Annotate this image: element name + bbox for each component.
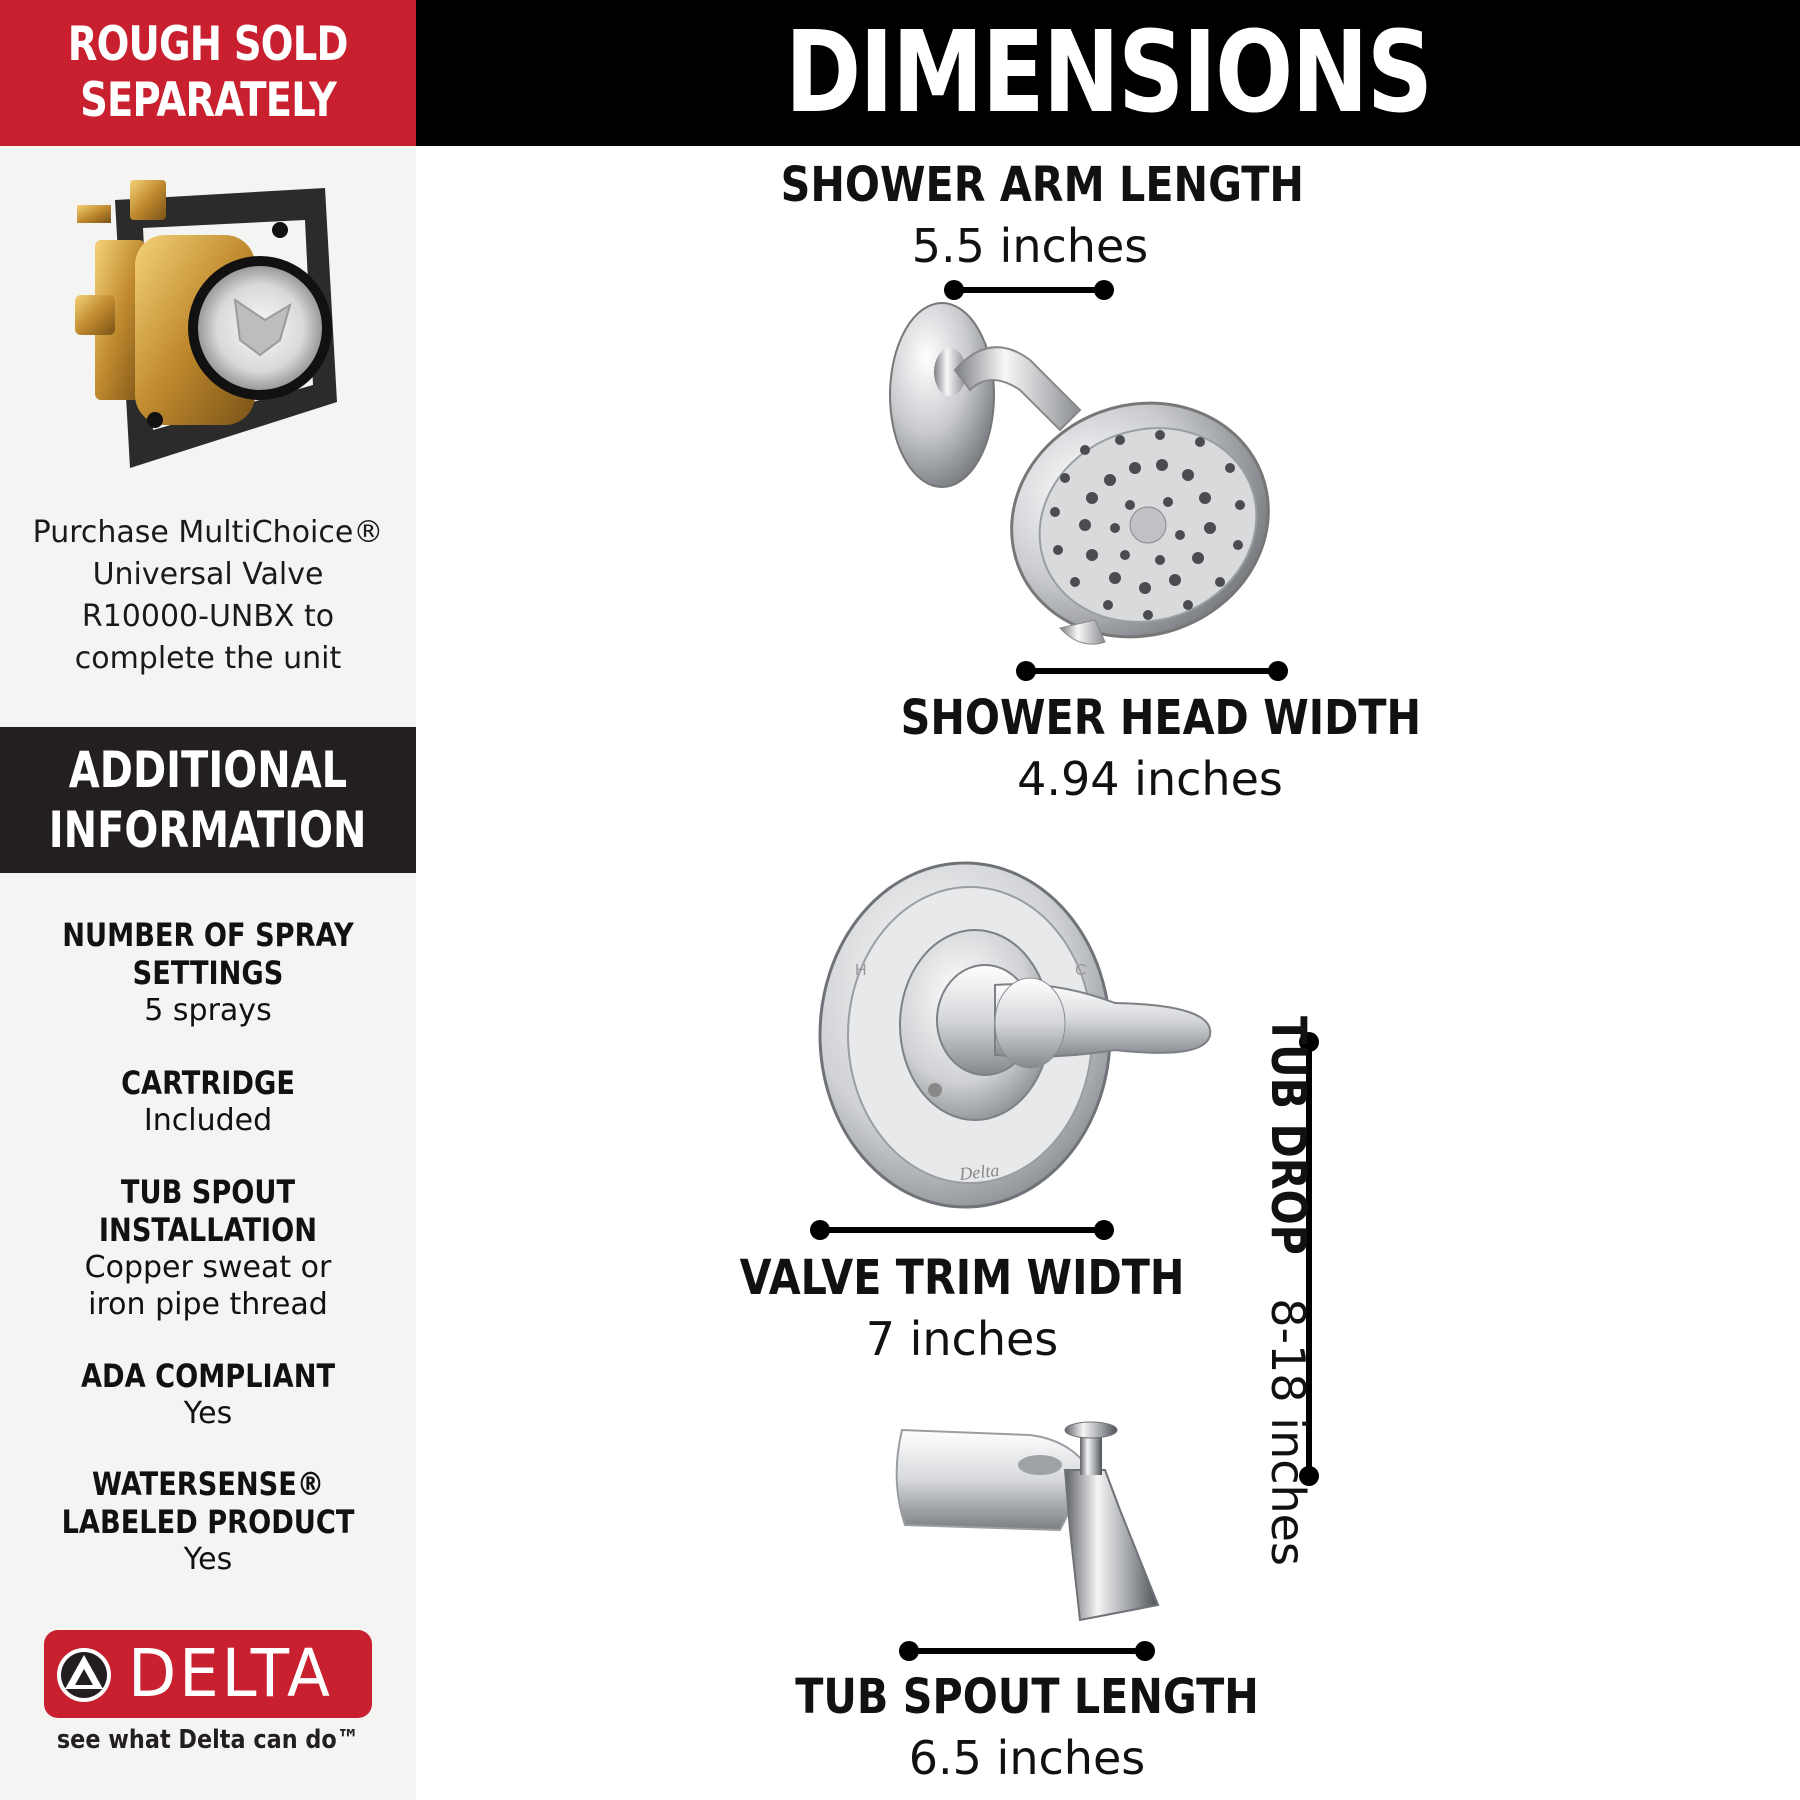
purchase-line: Universal Valve: [92, 557, 324, 592]
spec-tub-spout-installation: [0, 1173, 416, 1323]
tub-spout-image: [890, 1410, 1230, 1630]
spec-cartridge: [0, 1064, 416, 1139]
spec-value: Included: [143, 1103, 273, 1138]
valve-trim-measure-line: [806, 1216, 1118, 1244]
spec-ada-compliant: [0, 1357, 416, 1432]
spec-value: Yes: [183, 1542, 233, 1577]
spec-spray-settings: [0, 916, 416, 1029]
dimension-value: 4.94 inches: [1017, 752, 1283, 806]
additional-banner-line-2: INFORMATION: [49, 801, 367, 859]
shower-head-measure-line: [1012, 657, 1292, 685]
dimension-label: SHOWER ARM LENGTH: [780, 157, 1304, 213]
svg-text:H: H: [855, 962, 867, 979]
spec-label: NUMBER OF SPRAY: [62, 916, 354, 954]
shower-head-dimension: [860, 688, 1440, 810]
dimension-value: 5.5 inches: [911, 219, 1149, 273]
delta-logo-icon: [56, 1647, 112, 1703]
dimension-value: 7 inches: [865, 1312, 1059, 1366]
valve-trim-image: [815, 855, 1215, 1215]
delta-tagline: see what Delta can do™: [56, 1725, 360, 1755]
page-title: DIMENSIONS: [784, 8, 1432, 138]
dimension-label: VALVE TRIM WIDTH: [739, 1250, 1185, 1306]
dimension-value: 6.5 inches: [908, 1731, 1146, 1785]
purchase-line: R10000-UNBX to: [81, 599, 335, 634]
spec-label: ADA COMPLIANT: [80, 1357, 336, 1395]
delta-logo[interactable]: [44, 1630, 372, 1718]
svg-text:C: C: [1075, 962, 1087, 979]
rough-banner-line-1: ROUGH SOLD: [68, 17, 348, 72]
spec-label: TUB SPOUT: [120, 1173, 296, 1211]
spec-label: SETTINGS: [132, 954, 284, 992]
delta-logo-text: DELTA: [128, 1635, 333, 1712]
shower-head-image: [880, 300, 1300, 660]
spec-value: iron pipe thread: [88, 1287, 328, 1322]
shower-arm-dimension: [740, 155, 1320, 277]
tub-spout-dimension: [737, 1667, 1317, 1789]
spec-value: Yes: [183, 1396, 233, 1431]
purchase-line: Purchase MultiChoice®: [32, 515, 384, 550]
spec-label: WATERSENSE®: [91, 1465, 325, 1503]
spec-label: LABELED PRODUCT: [61, 1503, 355, 1541]
dimensions-banner: [416, 0, 1800, 146]
sidebar: [0, 0, 416, 1800]
spec-label: INSTALLATION: [98, 1211, 318, 1249]
svg-text:Delta: Delta: [958, 1159, 1001, 1184]
rough-banner-line-2: SEPARATELY: [79, 73, 337, 128]
spec-value: 5 sprays: [144, 993, 272, 1028]
additional-banner-line-1: ADDITIONAL: [68, 741, 348, 799]
dimension-value: 8-18 inches: [1261, 1298, 1315, 1566]
purchase-line: complete the unit: [74, 641, 342, 676]
dimension-label: SHOWER HEAD WIDTH: [900, 690, 1422, 746]
spec-watersense: [0, 1465, 416, 1578]
tub-spout-measure-line: [895, 1637, 1159, 1665]
rough-sold-separately-banner: [0, 0, 416, 146]
purchase-note: [10, 512, 406, 680]
additional-information-banner: [0, 727, 416, 873]
valve-trim-dimension: [672, 1248, 1252, 1370]
tub-drop-dimension: [1258, 1016, 1318, 1566]
rough-valve-image: [75, 180, 345, 480]
spec-value: Copper sweat or: [84, 1250, 332, 1285]
dimension-label: TUB DROP: [1260, 1016, 1316, 1255]
dimension-label: TUB SPOUT LENGTH: [795, 1669, 1259, 1725]
spec-label: CARTRIDGE: [121, 1064, 295, 1102]
